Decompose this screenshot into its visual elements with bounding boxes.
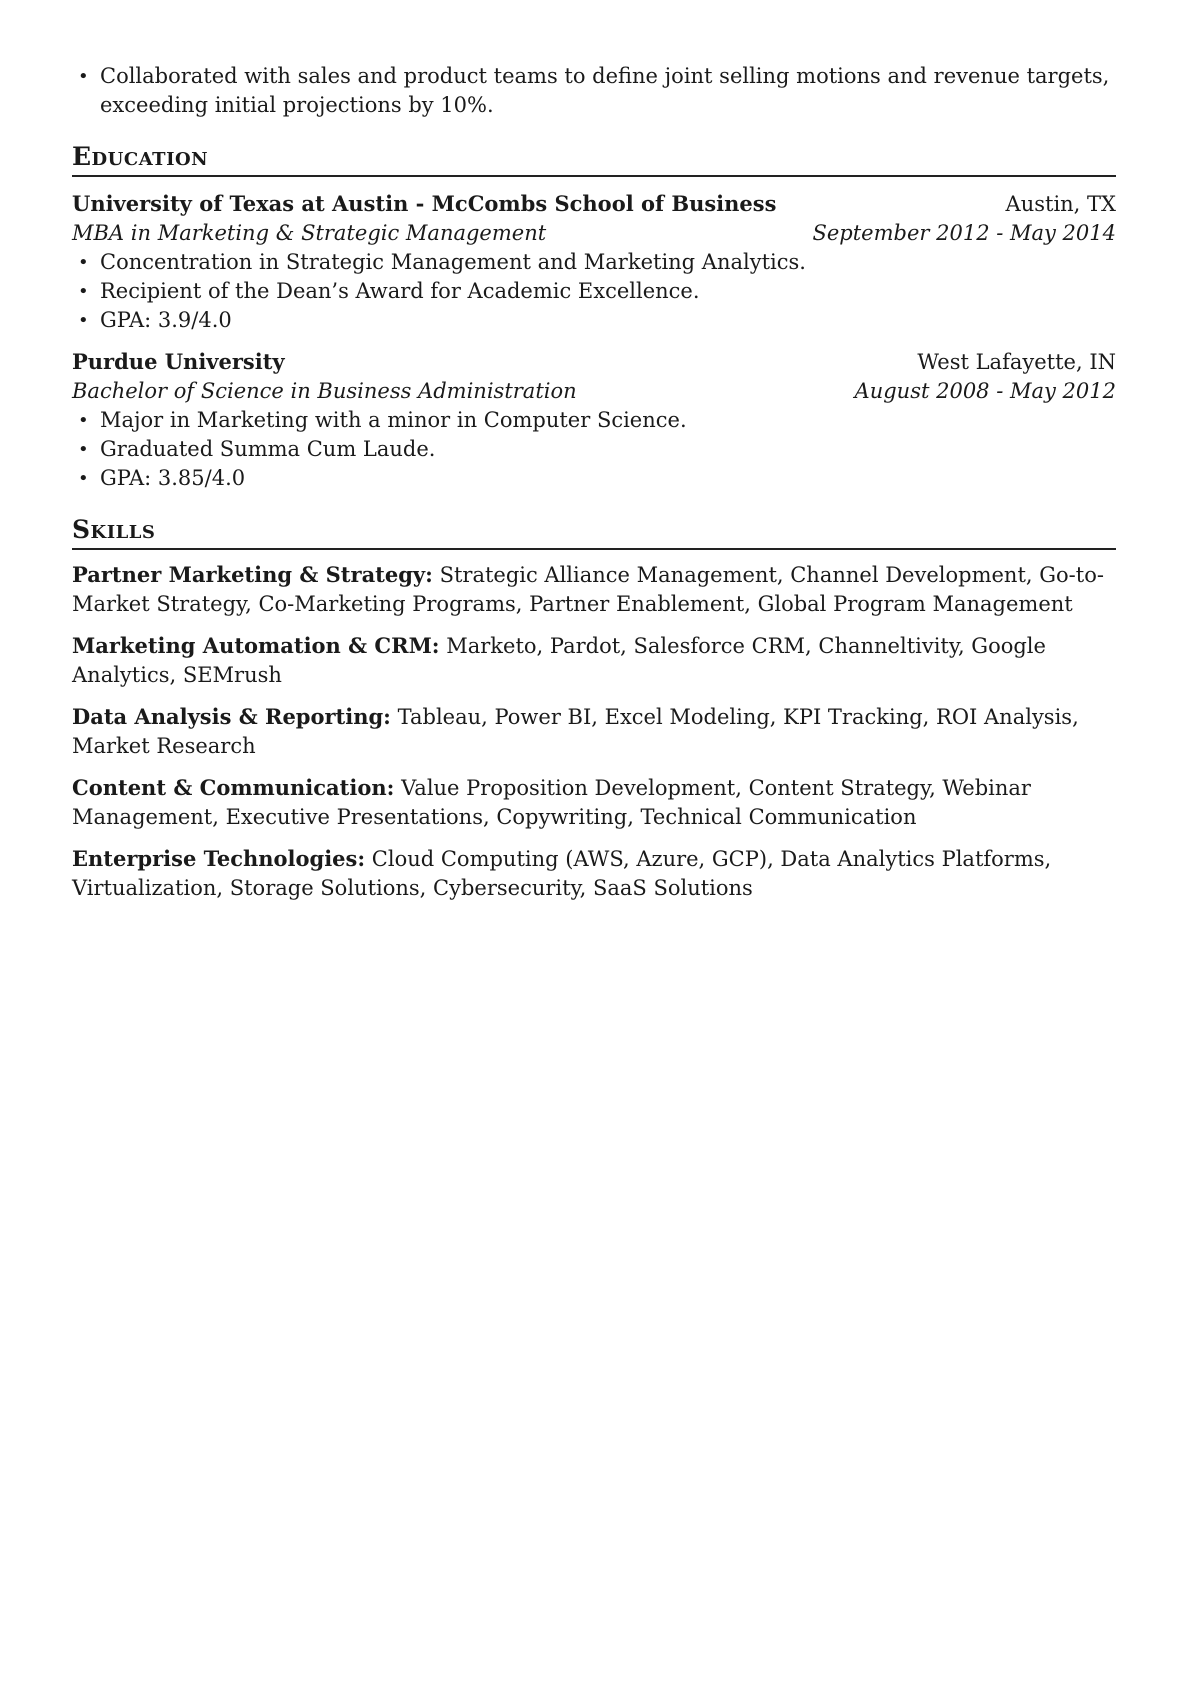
experience-bullet: • Collaborated with sales and product teams to define joint selling motions and revenue targets, exceeding initial projections by 10%. [72,62,1116,120]
skill-group [72,773,1116,832]
skill-items: Strategic Alliance Management, Channel Development, Go-to-Market Strategy, Co-Marketing Programs, Partner Enablement, Global Program Management [72,563,1104,616]
skill-group [72,702,1116,761]
skill-label: Data Analysis & Reporting: [72,704,391,729]
education-bullet: • Graduated Summa Cum Laude. [72,435,1116,464]
skill-label: Marketing Automation & CRM: [72,633,440,658]
skill-items: Marketo, Pardot, Salesforce CRM, Channeltivity, Google Analytics, SEMrush [72,634,1046,687]
education-dates: August 2008 - May 2012 [854,379,1116,403]
experience-bullets [72,62,1116,120]
degree-name: MBA in Marketing & Strategic Management [72,221,547,245]
education-bullets [72,248,1116,335]
education-bullet: • Major in Marketing with a minor in Computer Science. [72,406,1116,435]
education-bullet: • Recipient of the Dean’s Award for Academic Excellence. [72,277,1116,306]
education-entry [72,189,1116,335]
skill-group [72,560,1116,619]
education-dates: September 2012 - May 2014 [812,221,1116,245]
resume-page [72,62,1116,915]
skill-items: Tableau, Power BI, Excel Modeling, KPI Tracking, ROI Analysis, Market Research [72,705,1079,758]
education-bullet: • Concentration in Strategic Management and Marketing Analytics. [72,248,1116,277]
school-location: Austin, TX [1005,192,1116,216]
education-entry [72,347,1116,493]
skill-items: Value Proposition Development, Content Strategy, Webinar Management, Executive Presentations, Copywriting, Technical Communication [72,776,1031,829]
school-name: Purdue University [72,349,285,374]
education-bullet: • GPA: 3.9/4.0 [72,306,1116,335]
education-heading: Education [72,142,1116,177]
skill-group [72,844,1116,903]
skill-label: Partner Marketing & Strategy: [72,562,433,587]
skill-label: Enterprise Technologies: [72,846,366,871]
skills-list [72,560,1116,903]
school-name: University of Texas at Austin - McCombs School of Business [72,191,777,216]
education-bullet: • GPA: 3.85/4.0 [72,464,1116,493]
skills-heading: Skills [72,515,1116,550]
skill-items: Cloud Computing (AWS, Azure, GCP), Data Analytics Platforms, Virtualization, Storage Solutions, Cybersecurity, SaaS Solutions [72,847,1052,900]
education-bullets [72,406,1116,493]
degree-name: Bachelor of Science in Business Administration [72,379,577,403]
skill-group [72,631,1116,690]
school-location: West Lafayette, IN [917,350,1116,374]
skill-label: Content & Communication: [72,775,395,800]
